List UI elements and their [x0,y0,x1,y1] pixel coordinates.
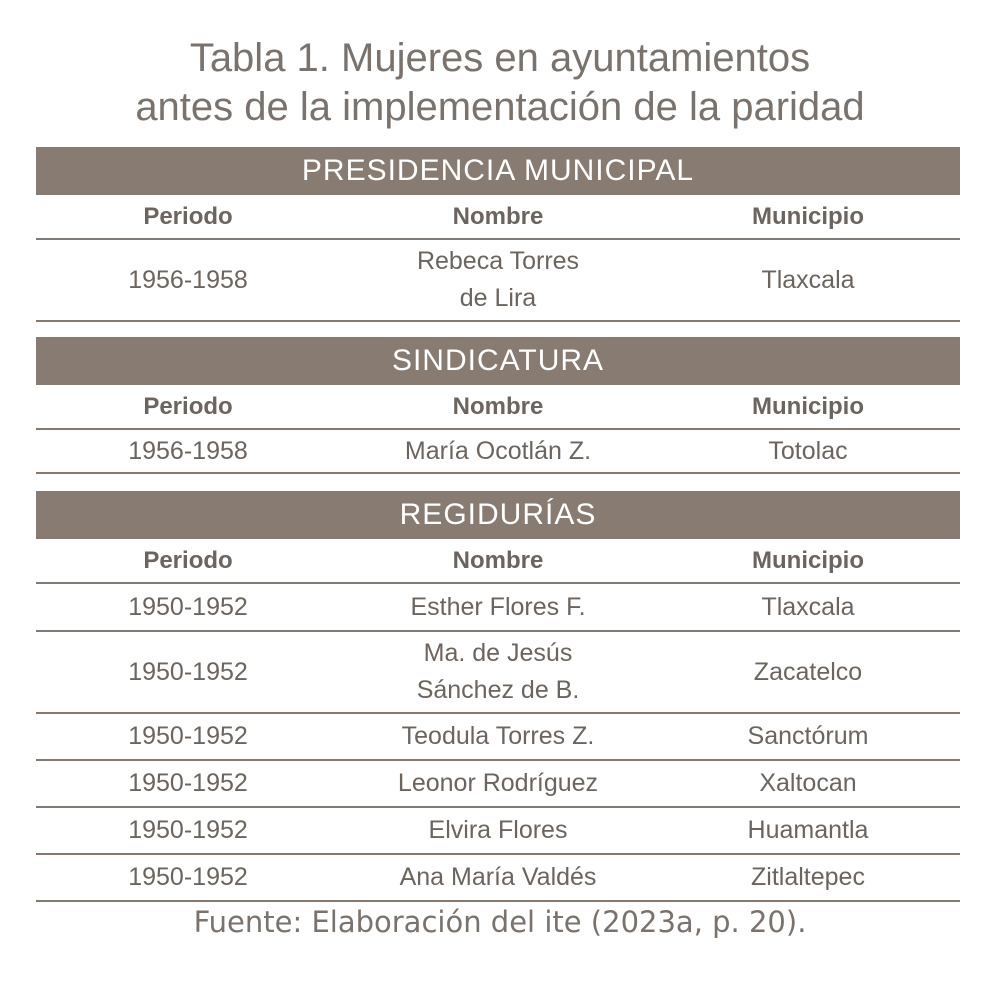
cell-nombre-line-2: Sánchez de B. [416,676,580,704]
table-row [36,632,960,714]
table-row [36,430,960,474]
table-row [36,808,960,855]
cell-nombre: Leonor Rodríguez [397,769,599,797]
cell-nombre: Esther Flores F. [410,592,586,621]
cell-nombre: Elvira Flores [428,816,568,844]
cell-nombre-line-2: de Lira [459,284,537,312]
table-row [36,761,960,808]
column-header-periodo: Periodo [143,547,233,574]
cell-nombre: María Ocotlán Z. [404,436,592,465]
cell-periodo: 1950-1952 [128,816,248,844]
cell-nombre: Teodula Torres Z. [401,722,595,750]
table-row [36,714,960,761]
table-row [36,240,960,322]
source-note: Fuente: Elaboración del ite (2023a, p. 20). [193,905,807,939]
cell-municipio: Xaltocan [759,769,857,797]
title-line-2: antes de la implementación de la paridad [135,85,865,129]
section-regidurias [36,491,960,902]
column-header-periodo: Periodo [143,393,233,420]
table-title [0,34,1000,132]
column-header-municipio: Municipio [752,393,864,420]
table-row [36,855,960,902]
cell-periodo: 1950-1952 [128,592,248,621]
cell-municipio: Zitlaltepec [751,863,865,891]
column-header-periodo: Periodo [143,203,233,230]
cell-nombre [340,635,656,709]
column-header-nombre: Nombre [452,203,544,230]
cell-municipio: Sanctórum [747,722,869,750]
cell-municipio: Totolac [768,436,848,465]
column-header-municipio: Municipio [752,203,864,230]
cell-nombre-line-1: Ma. de Jesús [423,639,573,667]
cell-municipio: Tlaxcala [761,265,855,294]
cell-municipio: Zacatelco [753,657,863,686]
cell-nombre [340,243,656,317]
table-row [36,584,960,632]
column-header-row [36,539,960,584]
cell-nombre: Ana María Valdés [399,863,597,891]
cell-periodo: 1956-1958 [128,436,248,465]
cell-periodo: 1950-1952 [128,863,248,891]
section-heading: PRESIDENCIA MUNICIPAL [36,147,960,195]
cell-periodo: 1950-1952 [128,657,248,686]
column-header-row [36,385,960,430]
section-heading: REGIDURÍAS [36,491,960,539]
cell-periodo: 1950-1952 [128,722,248,750]
cell-municipio: Tlaxcala [761,592,855,621]
section-sindicatura [36,337,960,474]
section-presidencia [36,147,960,322]
column-header-nombre: Nombre [452,393,544,420]
cell-municipio: Huamantla [747,816,869,844]
cell-periodo: 1956-1958 [128,265,248,294]
column-header-nombre: Nombre [452,547,544,574]
cell-nombre-line-1: Rebeca Torres [416,247,580,275]
section-heading: SINDICATURA [36,337,960,385]
column-header-row [36,195,960,240]
column-header-municipio: Municipio [752,547,864,574]
title-line-1: Tabla 1. Mujeres en ayuntamientos [189,36,811,80]
cell-periodo: 1950-1952 [128,769,248,797]
